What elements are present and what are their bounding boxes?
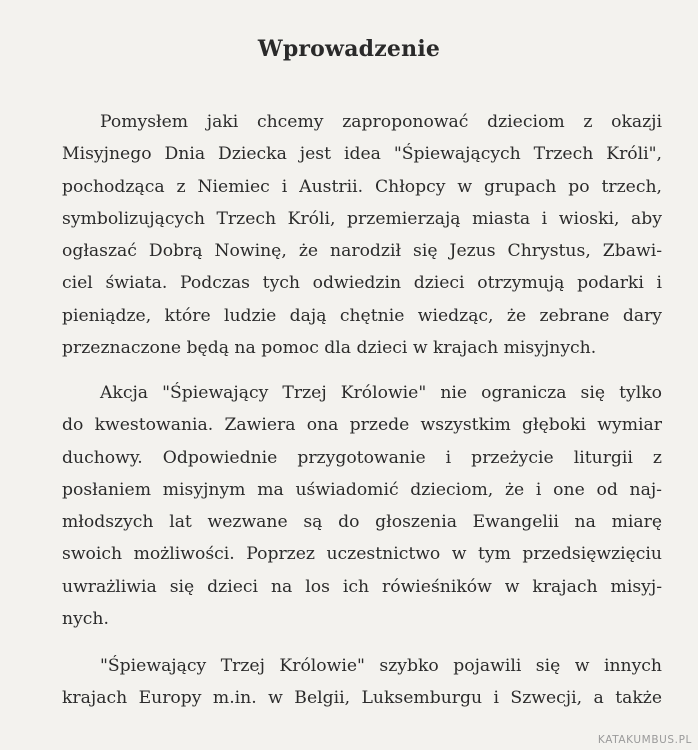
- text-line: "Śpiewający Trzej Królowie" szybko pojawili się w innych: [100, 656, 662, 676]
- text-line: Akcja "Śpiewający Trzej Królowie" nie ogranicza się tylko: [100, 383, 662, 403]
- text-line: pieniądze, które ludzie dają chętnie wiedząc, że zebrane dary: [62, 305, 662, 326]
- text-line: Pomysłem jaki chcemy zaproponować dzieciom z okazji: [100, 112, 662, 132]
- text-line: posłaniem misyjnym ma uświadomić dzieciom, że i one od naj-: [62, 479, 662, 500]
- paragraph-1: [62, 106, 662, 364]
- watermark: KATAKUMBUS.PL: [597, 734, 692, 746]
- paragraph-3: [62, 650, 662, 715]
- text-line: symbolizujących Trzech Króli, przemierzają miasta i wioski, aby: [62, 208, 662, 229]
- text-line: do kwestowania. Zawiera ona przede wszystkim głęboki wymiar: [62, 415, 662, 436]
- text-line: młodszych lat wezwane są do głoszenia Ewangelii na miarę: [62, 512, 662, 533]
- paragraph-2: [62, 377, 662, 635]
- text-line: nych.: [62, 609, 109, 630]
- page-title: Wprowadzenie: [257, 36, 441, 62]
- text-line: Misyjnego Dnia Dziecka jest idea "Śpiewających Trzech Króli",: [62, 144, 662, 165]
- text-line: duchowy. Odpowiednie przygotowanie i przeżycie liturgii z: [62, 447, 662, 468]
- text-line: ogłaszać Dobrą Nowinę, że narodził się Jezus Chrystus, Zbawi-: [62, 241, 662, 262]
- text-line: ciel świata. Podczas tych odwiedzin dzieci otrzymują podarki i: [62, 273, 662, 294]
- text-line: swoich możliwości. Poprzez uczestnictwo w tym przedsięwzięciu: [62, 544, 662, 565]
- text-line: uwrażliwia się dzieci na los ich rówieśników w krajach misyj-: [62, 576, 662, 597]
- text-line: krajach Europy m.in. w Belgii, Luksemburgu i Szwecji, a także: [62, 688, 662, 709]
- text-line: pochodząca z Niemiec i Austrii. Chłopcy w grupach po trzech,: [62, 176, 662, 197]
- text-line: przeznaczone będą na pomoc dla dzieci w krajach misyjnych.: [62, 338, 597, 359]
